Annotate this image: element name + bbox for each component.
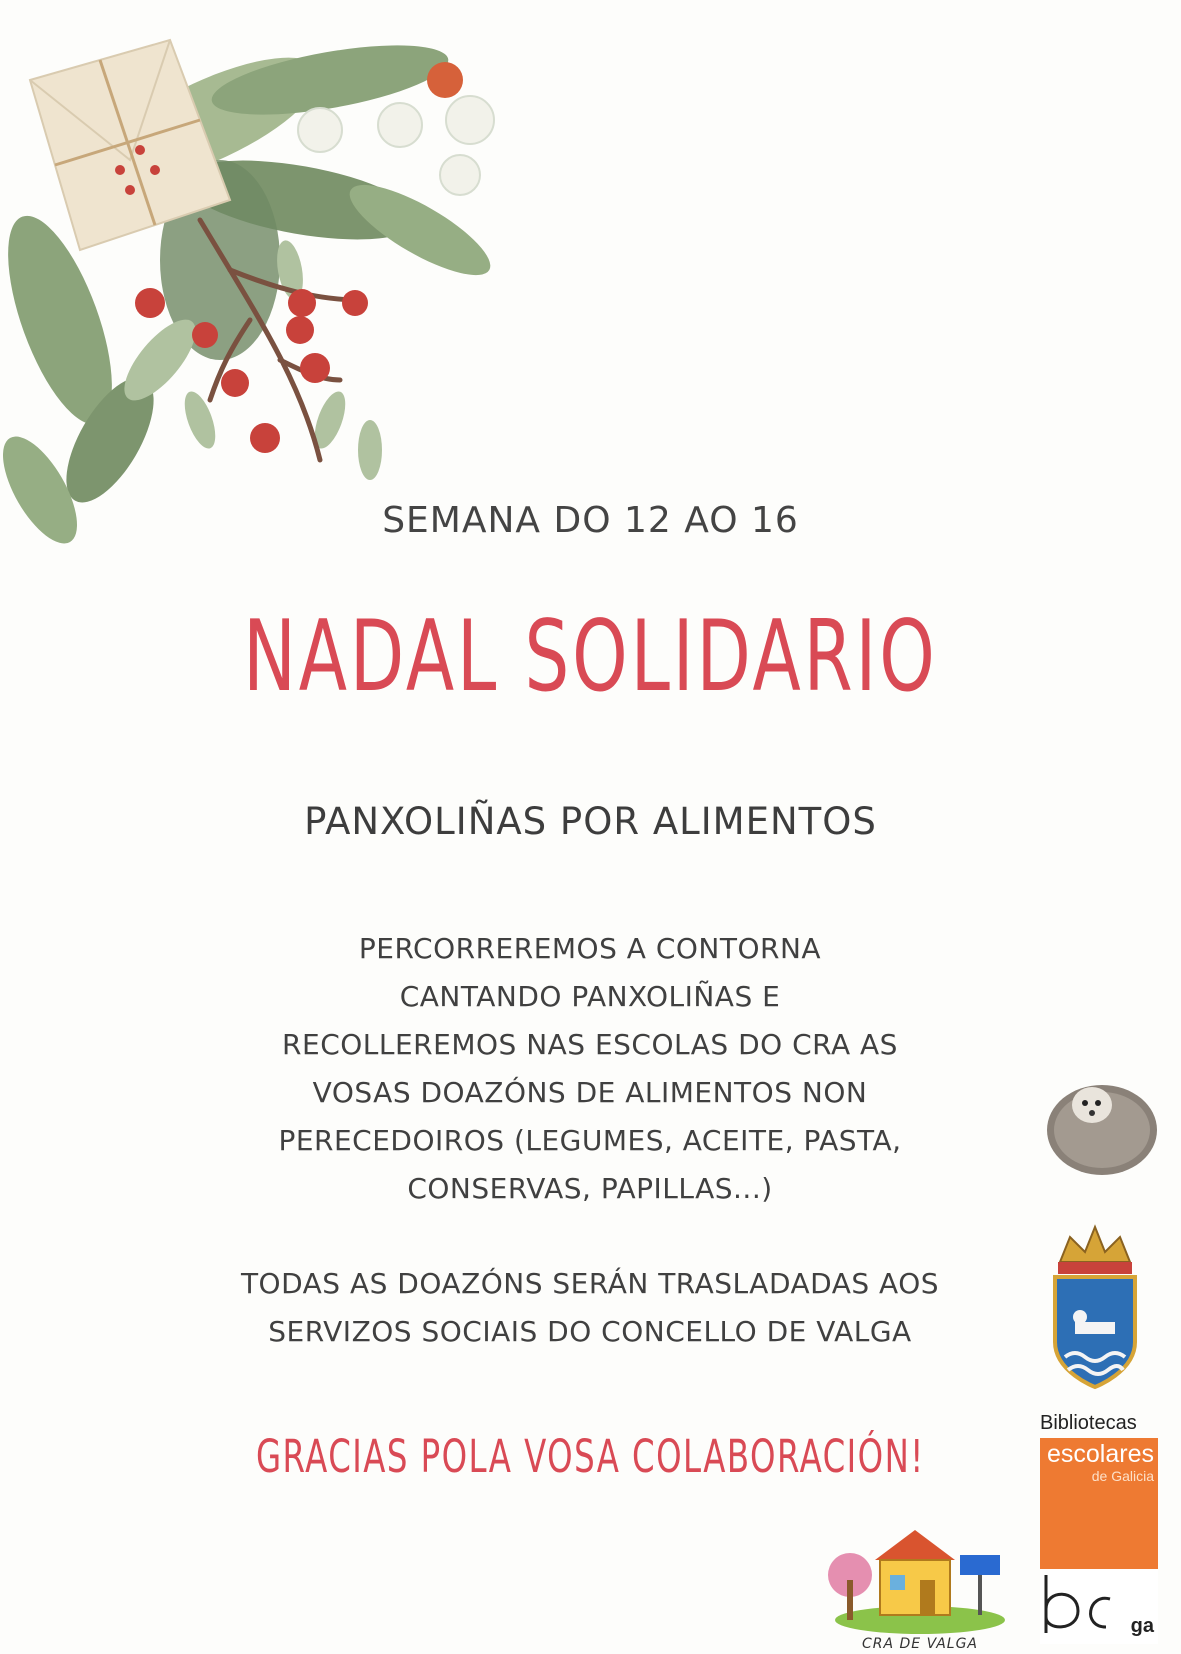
cra-de-valga-logo [820,1520,1020,1654]
library-logo-box [1040,1438,1158,1640]
paragraph-line: SERVIZOS SOCIAIS DO CONCELLO DE VALGA [268,1315,912,1348]
valga-coat-of-arms [1040,1222,1150,1392]
library-logo-ga: ga [1130,1615,1154,1637]
library-logo-subtitle: escolares [1047,1440,1154,1468]
hedgehog-mascot-image [1040,1070,1160,1180]
library-monogram-icon [1040,1569,1130,1639]
week-dates: SEMANA DO 12 AO 16 [382,500,799,541]
library-logo-mark [1040,1569,1158,1644]
paragraph-line: TODAS AS DOAZÓNS SERÁN TRASLADADAS AOS [240,1267,940,1300]
paragraph-line: CONSERVAS, PAPILLAS...) [407,1172,773,1205]
school-logo-caption: CRA DE VALGA [861,1636,979,1652]
thanks-message: GRACIAS POLA VOSA COLABORACIÓN! [255,1430,925,1483]
paragraph-collection [220,925,960,1213]
paragraph-line: PERCORREREMOS A CONTORNA [358,932,822,965]
bibliotecas-escolares-logo [1040,1410,1158,1640]
school-house-drawing [820,1520,1020,1640]
paragraph-line: RECOLLEREMOS NAS ESCOLAS DO CRA AS [282,1028,898,1061]
headline: NADAL SOLIDARIO [243,600,938,714]
library-logo-region: de Galicia [1091,1468,1154,1484]
paragraph-line: CANTANDO PANXOLIÑAS E [399,980,781,1013]
paragraph-line: VOSAS DOAZÓNS DE ALIMENTOS NON [312,1076,868,1109]
paragraph-line: PERECEDOIROS (LEGUMES, ACEITE, PASTA, [278,1124,902,1157]
subtitle: PANXOLIÑAS POR ALIMENTOS [304,800,877,843]
paragraph-destination [220,1260,960,1356]
library-logo-title: Bibliotecas [1040,1412,1137,1434]
